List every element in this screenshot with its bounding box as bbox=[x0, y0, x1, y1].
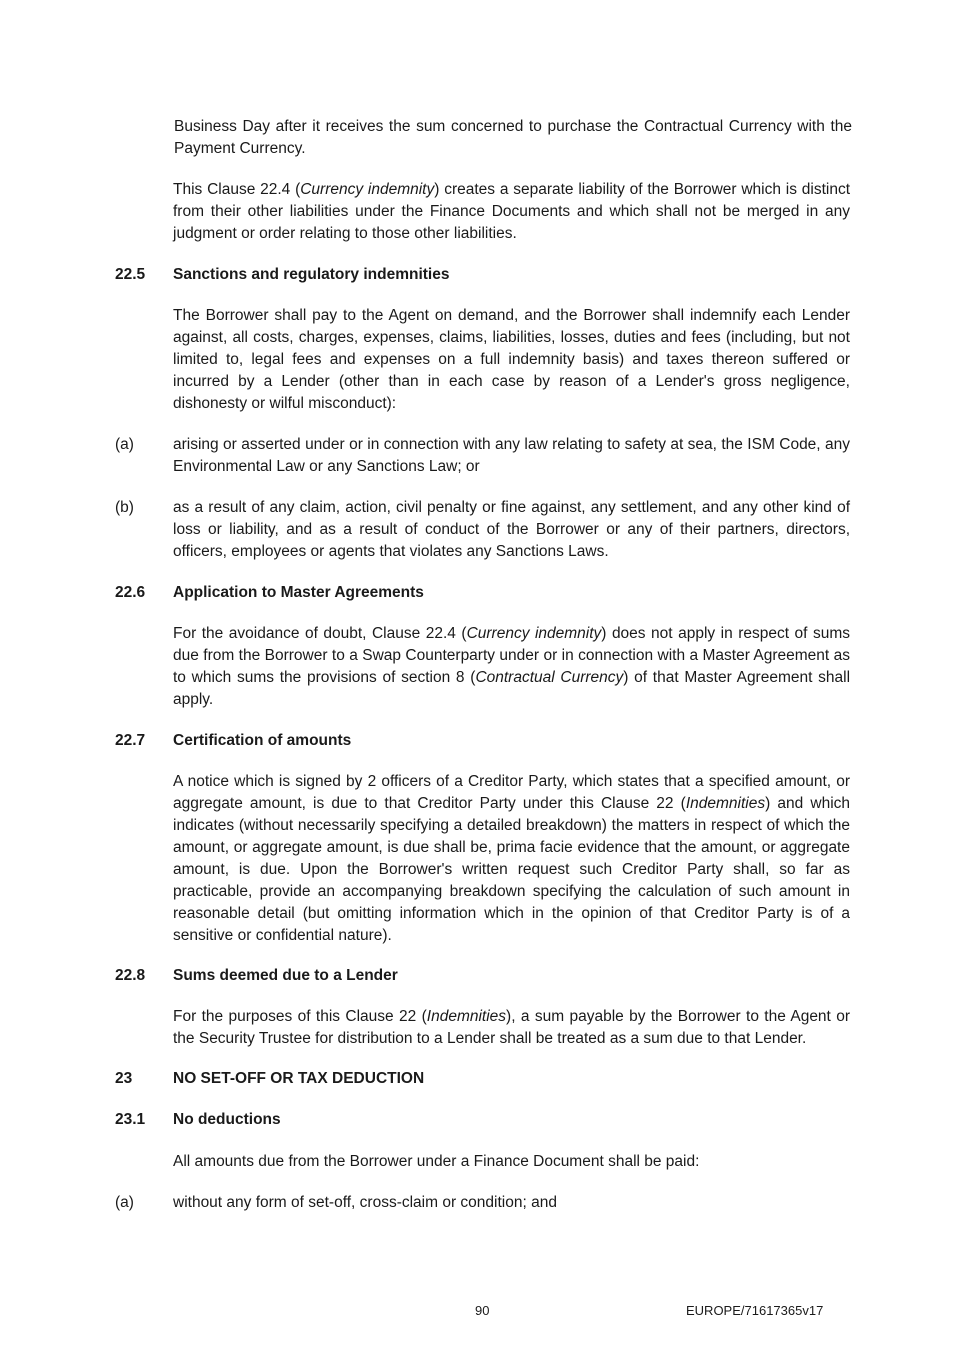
clause-22-7-number: 22.7 bbox=[115, 732, 146, 749]
clause-22-7-heading: Certification of amounts bbox=[173, 732, 352, 749]
list-item-text: as a result of any claim, action, civil penalty or fine against, any settlement, and any other kind of loss or liability, and as a result of conduct of the Borrower or any of their partners, directors, officers, employees or agents that violates any Sanctions Laws. bbox=[173, 499, 850, 560]
italic-term: Currency indemnity bbox=[466, 625, 602, 642]
document-reference: EUROPE/71617365v17 bbox=[686, 1303, 824, 1318]
clause-23-number: 23 bbox=[115, 1070, 133, 1087]
list-item-label: (b) bbox=[115, 499, 134, 516]
clause-22-8-heading: Sums deemed due to a Lender bbox=[173, 967, 398, 984]
page-number: 90 bbox=[475, 1303, 490, 1318]
list-item-text: without any form of set-off, cross-claim or condition; and bbox=[173, 1194, 557, 1211]
clause-22-6-paragraph: For the avoidance of doubt, Clause 22.4 (Currency indemnity) does not apply in respect of sums due from the Borrower to a Swap Counterparty under or in connection with a Master Agreement as to which sums the provisions of section 8 (Contractual Currency) of that Master Agreement shall apply. bbox=[173, 625, 851, 708]
italic-term: Indemnities bbox=[426, 1008, 507, 1025]
italic-term: Currency indemnity bbox=[300, 181, 435, 198]
clause-22-8-number: 22.8 bbox=[115, 967, 146, 984]
currency-indemnity-paragraph: This Clause 22.4 (Currency indemnity) creates a separate liability of the Borrower which is distinct from their other liabilities under the Finance Documents and which shall not be merged in any judgment or order relating to those other liabilities. bbox=[173, 181, 850, 242]
clause-23-1-heading: No deductions bbox=[173, 1111, 281, 1128]
clause-22-6-number: 22.6 bbox=[115, 584, 146, 601]
clause-23-1-number: 23.1 bbox=[115, 1111, 146, 1128]
clause-23-1-intro: All amounts due from the Borrower under a Finance Document shall be paid: bbox=[173, 1153, 700, 1170]
clause-22-5-heading: Sanctions and regulatory indemnities bbox=[173, 266, 450, 283]
clause-22-5-number: 22.5 bbox=[115, 266, 146, 283]
italic-term: Indemnities bbox=[685, 795, 766, 812]
italic-term: Contractual Currency bbox=[475, 669, 624, 686]
clause-22-8-paragraph: For the purposes of this Clause 22 (Indemnities), a sum payable by the Borrower to the Agent or the Security Trustee for distribution to a Lender shall be treated as a sum due to that Lender. bbox=[173, 1008, 851, 1047]
clause-23-heading: NO SET-OFF OR TAX DEDUCTION bbox=[173, 1070, 425, 1087]
list-item-text: arising or asserted under or in connection with any law relating to safety at sea, the ISM Code, any Environmental Law or any Sanctions Law; or bbox=[173, 436, 850, 475]
list-item-label: (a) bbox=[115, 436, 134, 453]
continuation-paragraph: Business Day after it receives the sum concerned to purchase the Contractual Currency with the Payment Currency. bbox=[174, 118, 852, 157]
clause-22-7-paragraph: A notice which is signed by 2 officers of a Creditor Party, which states that a specified amount, or aggregate amount, is due to that Creditor Party under this Clause 22 (Indemnities) and which indicates (without necessarily specifying a detailed breakdown) the matters in respect of which the amount, or aggregate amount, is due shall be, prima facie evidence that the amount, or aggregate amount, is due. Upon the Borrower's written request such Creditor Party shall, so far as practicable, provide an accompanying breakdown specifying the calculation of such amount in reasonable detail (but omitting information which in the opinion of that Creditor Party is of a sensitive or confidential nature). bbox=[173, 773, 851, 944]
list-item-label: (a) bbox=[115, 1194, 134, 1211]
clause-22-6-heading: Application to Master Agreements bbox=[173, 584, 424, 601]
clause-22-5-intro: The Borrower shall pay to the Agent on demand, and the Borrower shall indemnify each Lender against, all costs, charges, expenses, claims, liabilities, losses, duties and fees (including, but not limited to, legal fees and expenses on a full indemnity basis) and taxes thereon suffered or incurred by a Lender (other than in each case by reason of a Lender's gross negligence, dishonesty or wilful misconduct): bbox=[173, 307, 850, 412]
